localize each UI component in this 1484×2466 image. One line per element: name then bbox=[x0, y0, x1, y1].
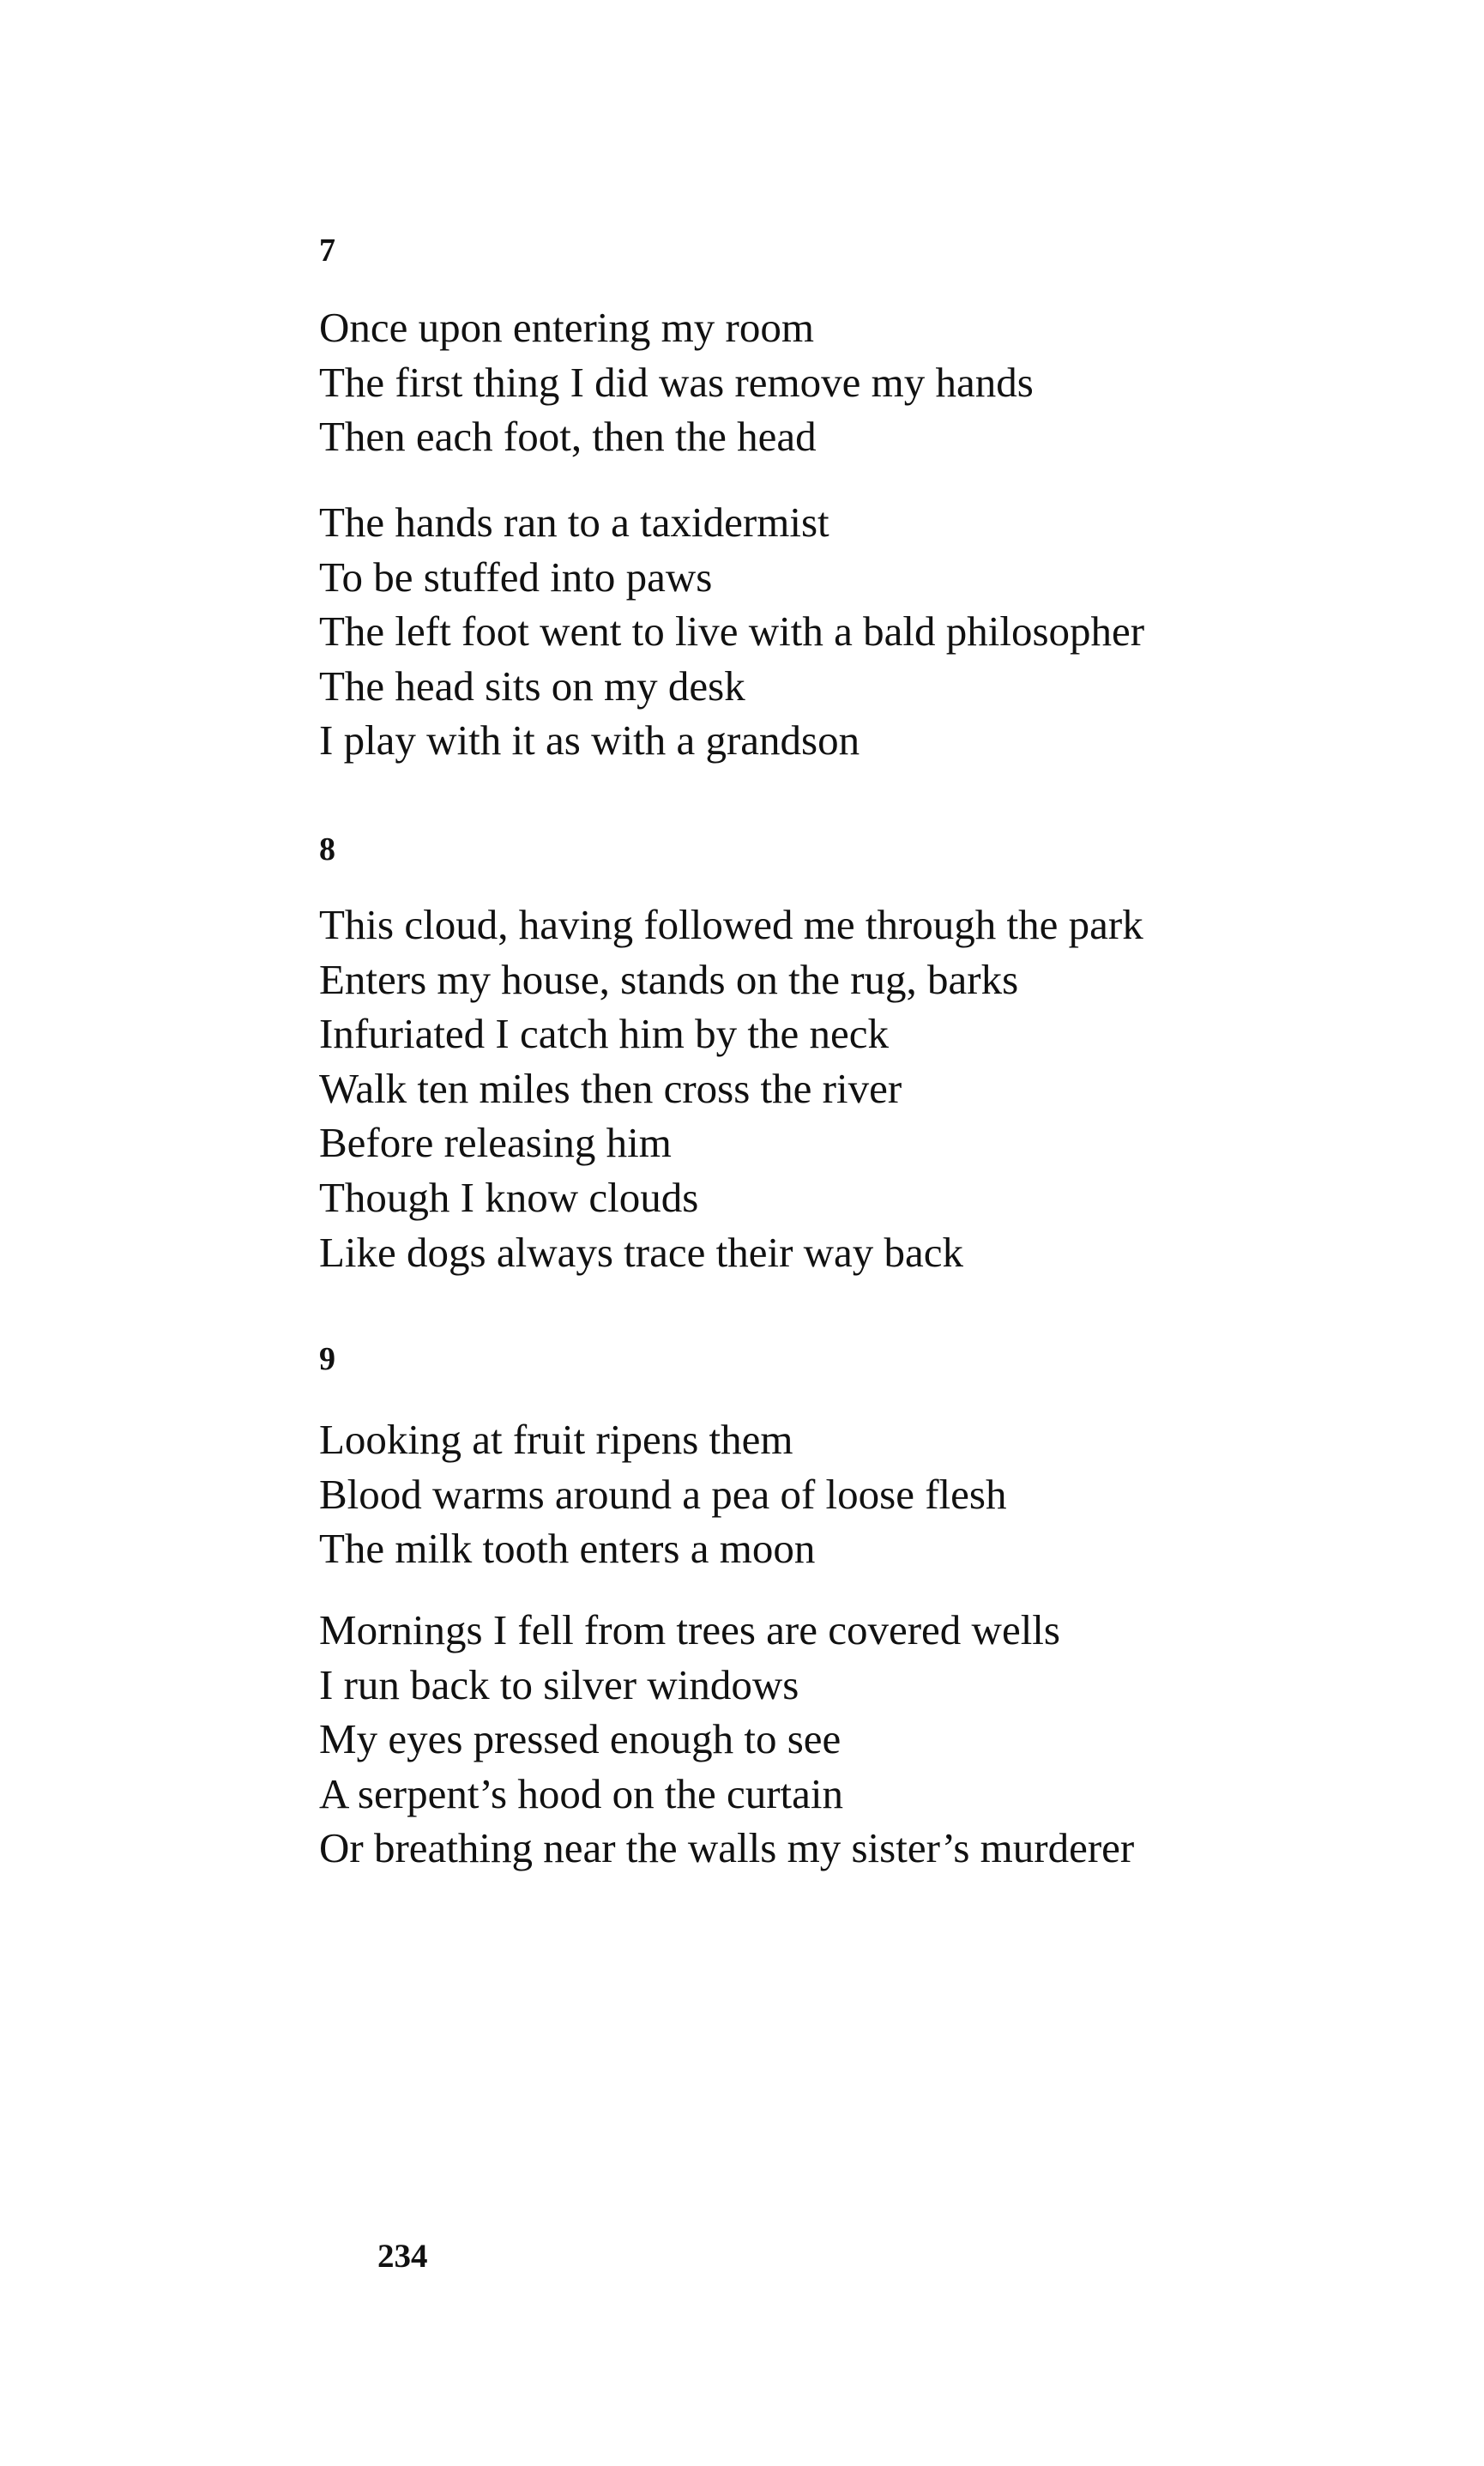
poem-line: I run back to silver windows bbox=[319, 1660, 799, 1708]
poem-line: Before releasing him bbox=[319, 1119, 672, 1167]
poem-line: A serpent’s hood on the curtain bbox=[319, 1769, 844, 1817]
poem-line: My eyes pressed enough to see bbox=[319, 1715, 842, 1763]
poem-line: Blood warms around a pea of loose flesh bbox=[319, 1470, 1007, 1518]
section-number: 9 bbox=[319, 1341, 335, 1377]
poem-line: Like dogs always trace their way back bbox=[319, 1228, 964, 1276]
poem-line: To be stuffed into paws bbox=[319, 553, 713, 601]
poem-line: The milk tooth enters a moon bbox=[319, 1525, 816, 1573]
poem-line: Looking at fruit ripens them bbox=[319, 1416, 793, 1463]
poem-line: Infuriated I catch him by the neck bbox=[319, 1010, 889, 1058]
poem-line: The left foot went to live with a bald philosopher bbox=[319, 607, 1145, 656]
poem-line: Then each foot, then the head bbox=[319, 413, 817, 461]
poem-line: Walk ten miles then cross the river bbox=[319, 1064, 902, 1112]
page-number: 234 bbox=[377, 2238, 428, 2275]
poem-line: Mornings I fell from trees are covered wells bbox=[319, 1606, 1060, 1653]
stanza bbox=[319, 495, 1144, 768]
poem-line: I play with it as with a grandson bbox=[319, 716, 860, 765]
section-number: 7 bbox=[319, 233, 335, 269]
poem-line: The hands ran to a taxidermist bbox=[319, 499, 829, 546]
poem-line: The first thing I did was remove my hands bbox=[319, 358, 1034, 406]
poem-line: Once upon entering my room bbox=[319, 304, 814, 351]
stanza bbox=[319, 1603, 1134, 1876]
poem-line: Or breathing near the walls my sister’s murderer bbox=[319, 1824, 1135, 1872]
stanza bbox=[319, 300, 1034, 464]
stanza bbox=[319, 1412, 1007, 1576]
section-number: 8 bbox=[319, 831, 335, 867]
stanza bbox=[319, 898, 1143, 1279]
poem-line: This cloud, having followed me through the park bbox=[319, 901, 1143, 948]
poem-line: The head sits on my desk bbox=[319, 662, 745, 710]
poem-line: Enters my house, stands on the rug, barks bbox=[319, 955, 1019, 1003]
poem-line: Though I know clouds bbox=[319, 1173, 699, 1221]
